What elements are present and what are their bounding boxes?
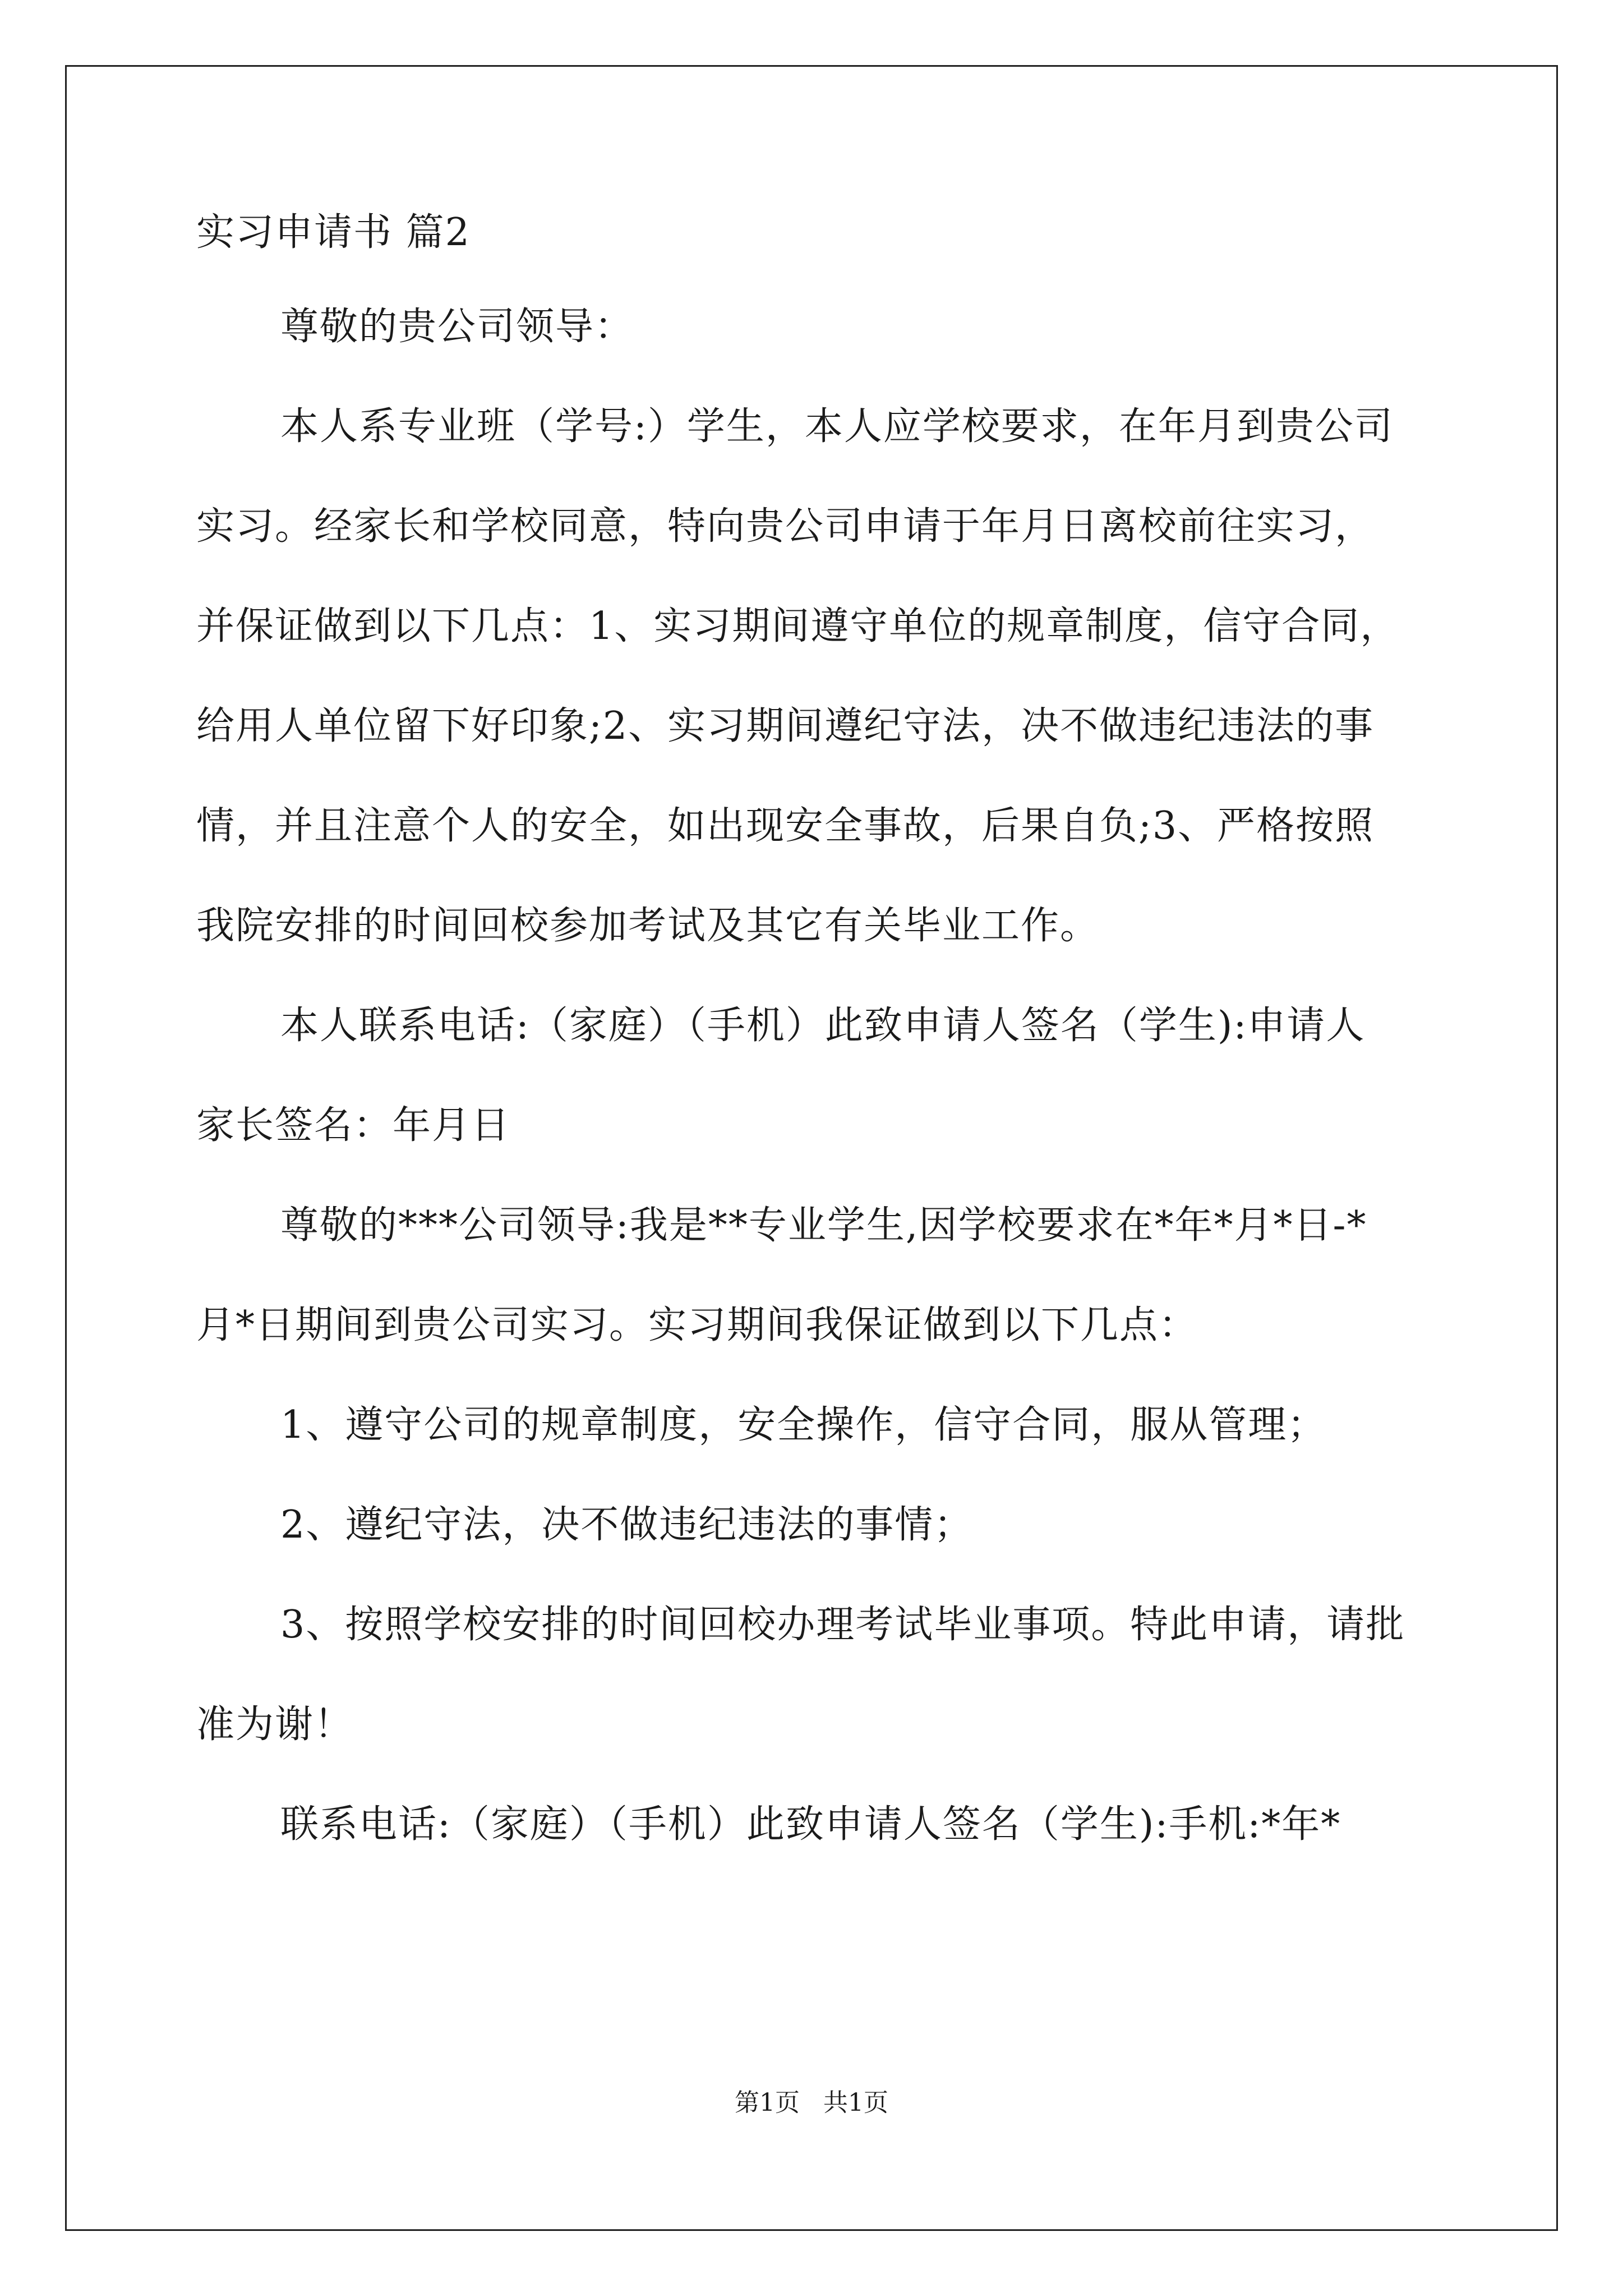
paragraph-line: 月*日期间到贵公司实习。实习期间我保证做到以下几点： (196, 1303, 1198, 1347)
document-title: 实习申请书 篇2 (196, 210, 471, 255)
paragraph-line: 本人系专业班（学号:）学生，本人应学校要求，在年月到贵公司 (280, 404, 1394, 449)
paragraph-line: 并保证做到以下几点：1、实习期间遵守单位的规章制度，信守合同， (196, 604, 1400, 648)
paragraph-line: 我院安排的时间回校参加考试及其它有关毕业工作。 (196, 904, 1100, 948)
paragraph-line: 联系电话:（家庭）（手机）此致申请人签名（学生):手机:*年* (280, 1802, 1341, 1847)
list-item: 2、遵纪守法，决不做违纪违法的事情； (280, 1503, 974, 1547)
paragraph-line: 家长签名：年月日 (196, 1103, 511, 1148)
paragraph-line: 本人联系电话:（家庭）（手机）此致申请人签名（学生):申请人 (280, 1004, 1366, 1048)
salutation: 尊敬的贵公司领导： (280, 305, 634, 349)
paragraph-line: 情，并且注意个人的安全，如出现安全事故，后果自负;3、严格按照 (196, 804, 1375, 848)
paragraph-line: 准为谢！ (196, 1703, 354, 1747)
list-item: 3、按照学校安排的时间回校办理考试毕业事项。特此申请，请批 (280, 1603, 1405, 1647)
paragraph-line: 给用人单位留下好印象;2、实习期间遵纪守法，决不做违纪违法的事 (196, 704, 1375, 748)
list-item: 1、遵守公司的规章制度，安全操作，信守合同，服从管理； (280, 1403, 1327, 1447)
page-footer: 第1页 共1页 (735, 2088, 888, 2117)
paragraph-line: 实习。经家长和学校同意，特向贵公司申请于年月日离校前往实习， (196, 504, 1375, 549)
paragraph-line: 尊敬的***公司领导:我是**专业学生,因学校要求在*年*月*日-* (280, 1203, 1367, 1248)
